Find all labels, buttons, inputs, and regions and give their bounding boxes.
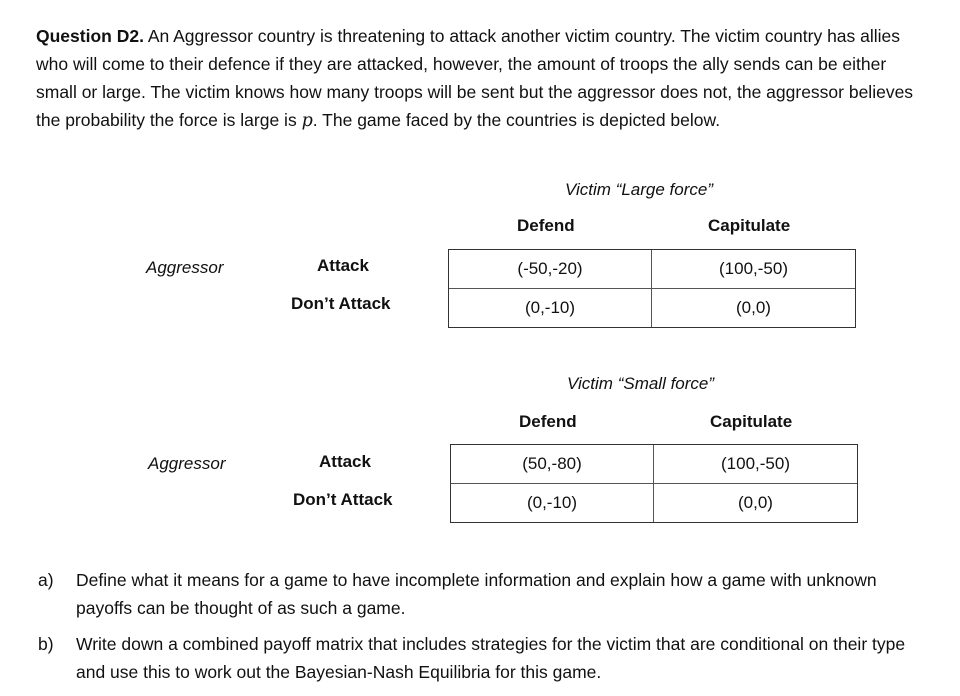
payoff-cell: (0,-10): [451, 484, 654, 523]
col-header-capitulate: Capitulate: [708, 216, 791, 235]
payoff-cell: (-50,-20): [449, 250, 652, 289]
player-label-aggressor: Aggressor: [148, 454, 226, 473]
sub-question-text: Write down a combined payoff matrix that includes strategies for the victim that are conditional on their type and use this to work out the Bayesian-Nash Equilibria for this game.: [76, 634, 906, 682]
payoff-cell: (50,-80): [451, 445, 654, 484]
row-label-dont-attack: Don’t Attack: [293, 490, 393, 509]
payoff-matrix: [450, 444, 858, 523]
intro-text-part2: . The game faced by the countries is depicted below.: [312, 110, 721, 130]
col-header-capitulate: Capitulate: [710, 412, 793, 431]
payoff-cell: (0,0): [738, 492, 773, 512]
payoff-cell: (0,0): [736, 297, 771, 317]
victim-title: Victim “Large force”: [565, 180, 714, 199]
payoff-cell: (0,-10): [449, 289, 652, 328]
question-label: Question D2.: [36, 26, 144, 46]
col-header-defend: Defend: [517, 216, 575, 235]
intro-text-part1: An Aggressor country is threatening to attack another victim country. The victim country has allies who will come to their defence if they are attacked, however, the amount of troops the ally sends can be either small or large. The victim knows how many troops will be sent but the aggressor does not, the aggressor believes the probability the force is large is: [36, 26, 914, 130]
payoff-matrix: [448, 249, 856, 328]
payoff-cell: (100,-50): [654, 445, 857, 484]
game-large-force: [0, 176, 960, 336]
victim-title: Victim “Small force”: [567, 374, 715, 393]
sub-question-letter: b): [38, 634, 54, 654]
player-label-aggressor: Aggressor: [146, 258, 224, 277]
question-intro: [36, 22, 916, 135]
col-header-defend: Defend: [519, 412, 577, 431]
game-small-force: [0, 372, 960, 532]
sub-question-letter: a): [38, 570, 54, 590]
sub-question-text: Define what it means for a game to have incomplete information and explain how a game with unknown payoffs can be thought of as such a game.: [76, 570, 877, 618]
row-label-attack: Attack: [317, 256, 369, 275]
payoff-cell: (100,-50): [652, 250, 855, 289]
probability-symbol: p: [301, 111, 313, 131]
row-label-attack: Attack: [319, 452, 371, 471]
row-label-dont-attack: Don’t Attack: [291, 294, 391, 313]
